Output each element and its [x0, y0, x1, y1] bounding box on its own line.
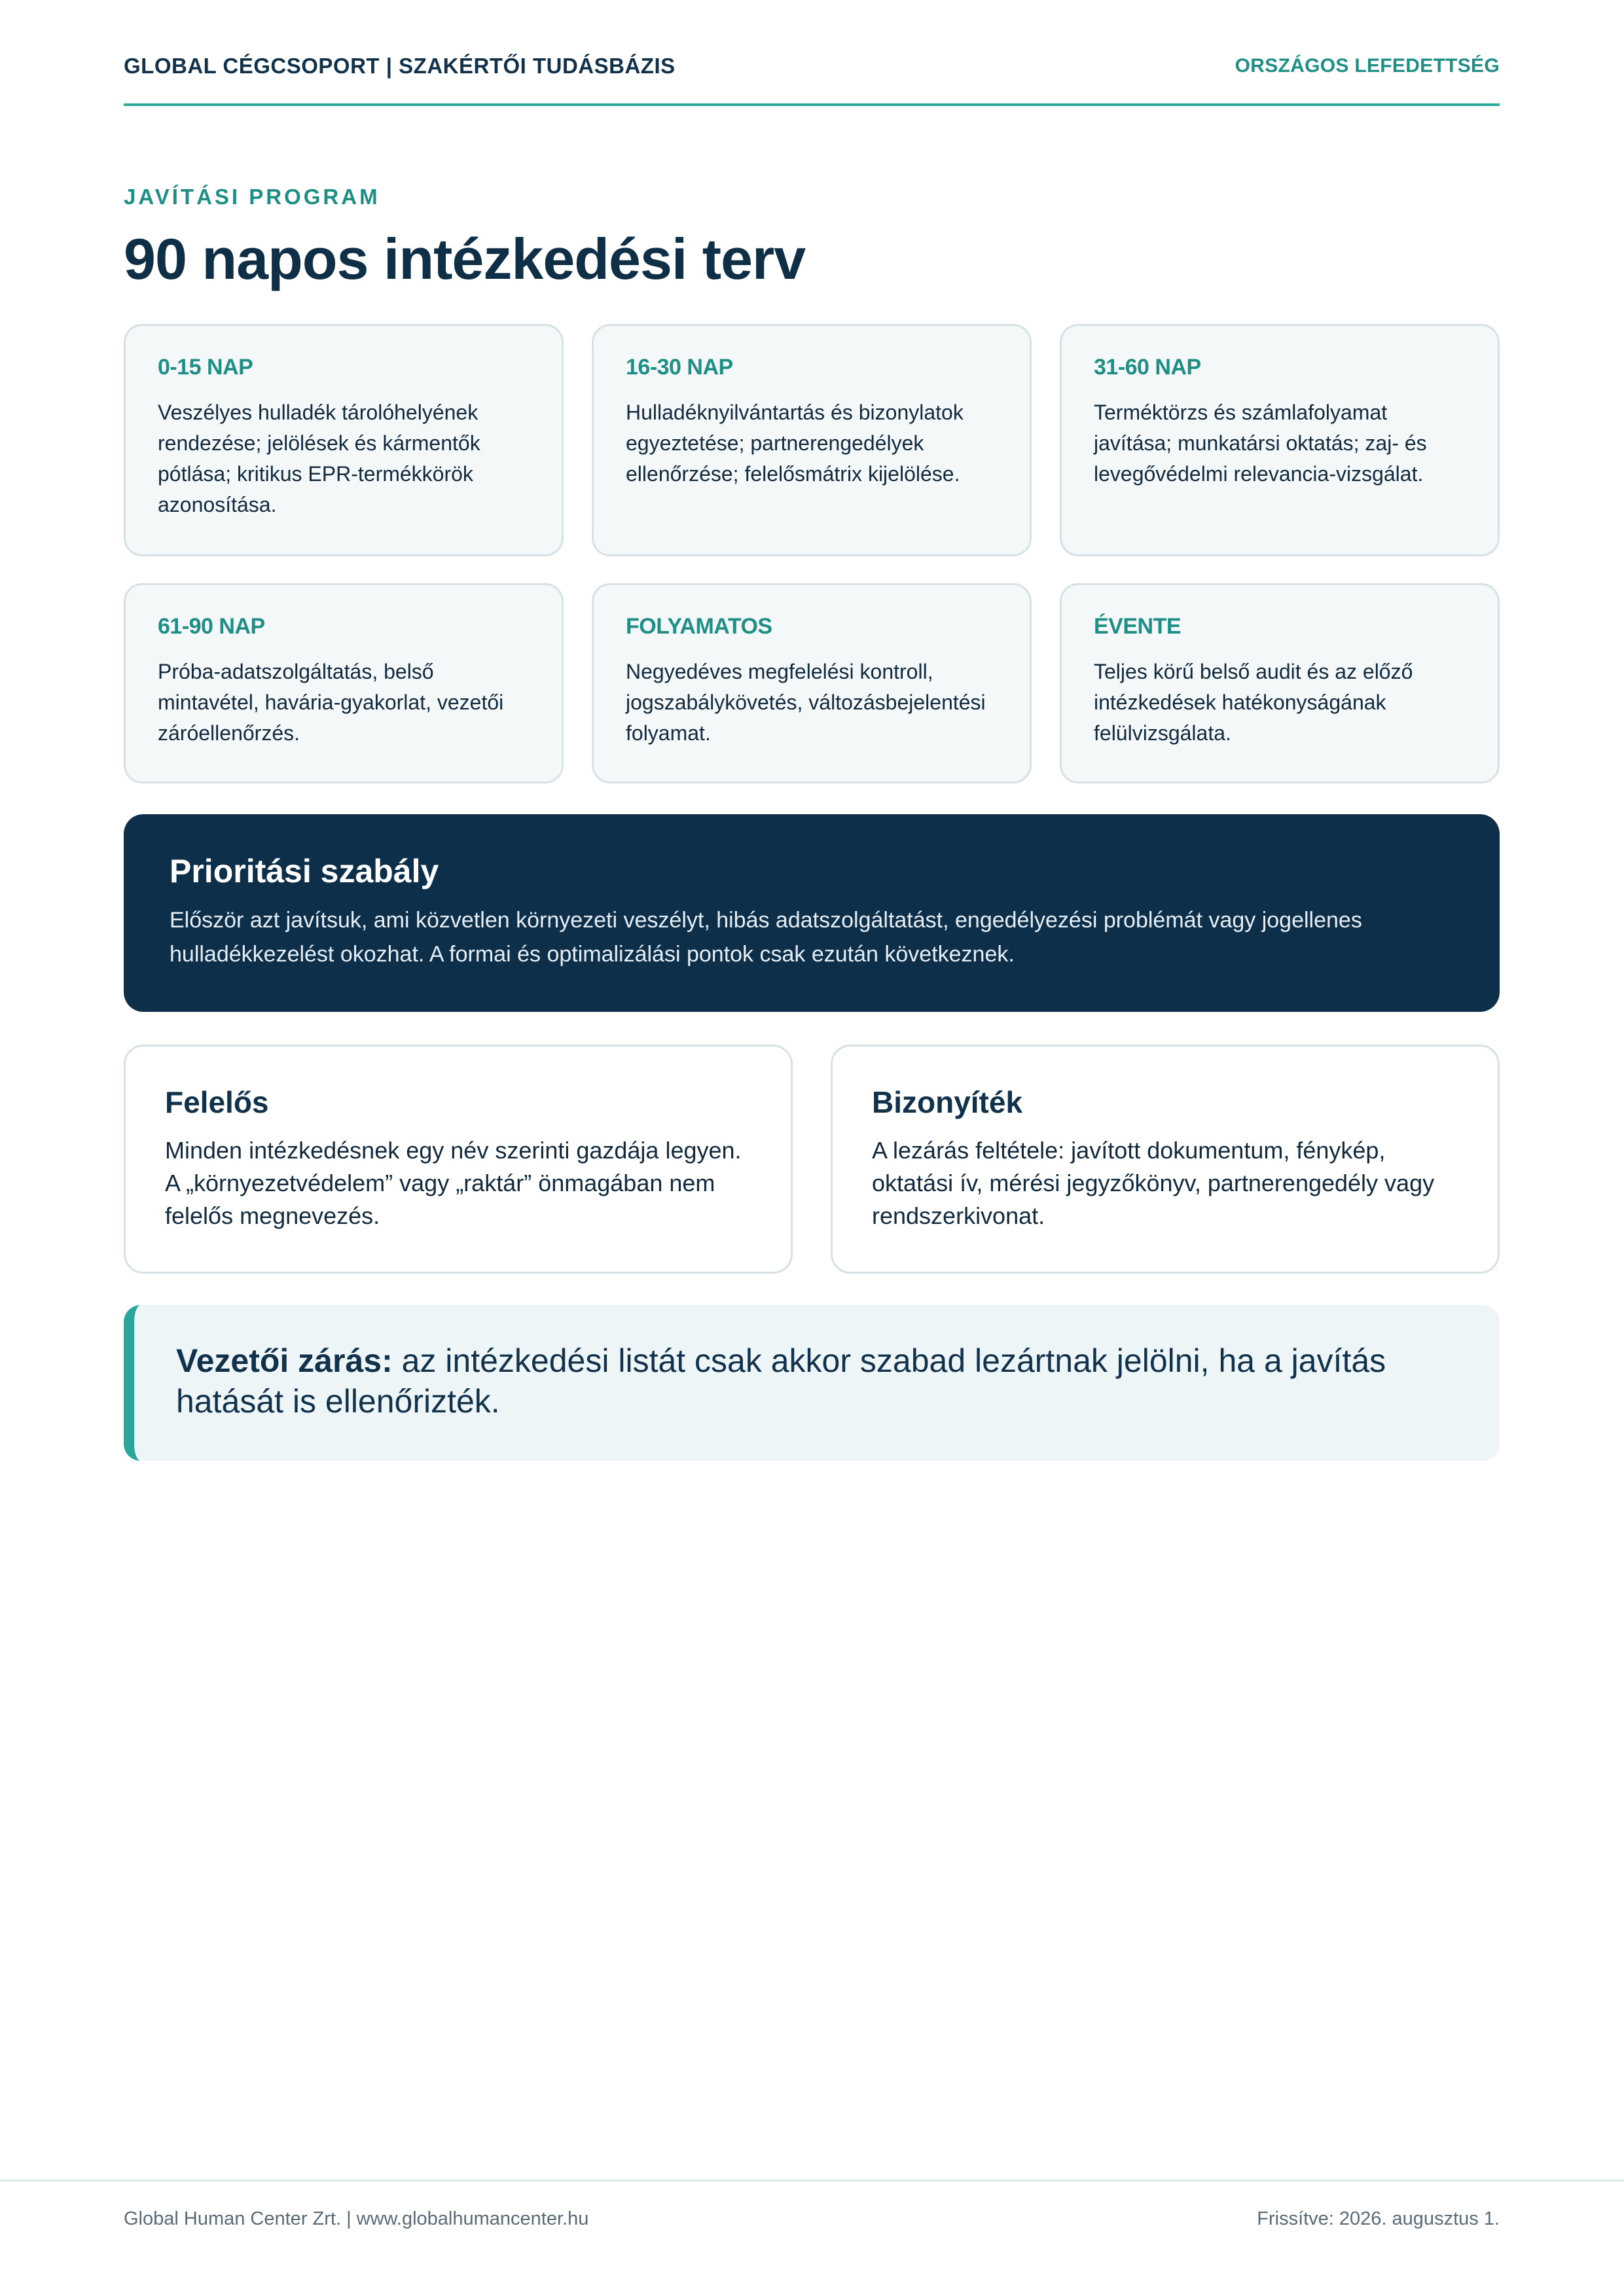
- priority-rule-box: [124, 814, 1500, 1012]
- footer-updated: Frissítve: 2026. augusztus 1.: [1257, 2208, 1500, 2229]
- evidence-card: [831, 1045, 1500, 1274]
- phase-card-31-60: [1060, 324, 1500, 556]
- phase-text: Próba-adatszolgáltatás, belső mintavétel, havária-gyakorlat, vezetői záróellenőrzés.: [158, 660, 504, 745]
- phase-label: 16-30 NAP: [626, 355, 733, 380]
- closing-text: az intézkedési listát csak akkor szabad lezártnak jelölni, ha a javítás hatását is ellenőrizték.: [176, 1342, 1386, 1420]
- brand-title: GLOBAL CÉGCSOPORT | SZAKÉRTŐI TUDÁSBÁZIS: [124, 54, 676, 78]
- page-title: 90 napos intézkedési terv: [124, 226, 806, 291]
- phase-card-continuous: [592, 583, 1032, 783]
- phase-card-61-90: [124, 583, 564, 783]
- phase-text: Terméktörzs és számlafolyamat javítása; munkatársi oktatás; zaj- és levegővédelmi relevancia-vizsgálat.: [1094, 401, 1427, 486]
- phase-label: ÉVENTE: [1094, 614, 1182, 639]
- footer-divider: [0, 2179, 1624, 2181]
- owner-text: Minden intézkedésnek egy név szerinti gazdája legyen. A „környezetvédelem” vagy „raktár” önmagában nem felelős megnevezés.: [165, 1137, 742, 1229]
- phase-label: 0-15 NAP: [158, 355, 253, 380]
- owner-title: Felelős: [165, 1085, 269, 1119]
- evidence-title: Bizonyíték: [872, 1085, 1023, 1119]
- phase-card-yearly: [1060, 583, 1500, 783]
- coverage-label: ORSZÁGOS LEFEDETTSÉG: [1235, 55, 1500, 77]
- phase-label: 61-90 NAP: [158, 614, 265, 639]
- owner-card: [124, 1045, 793, 1274]
- phase-label: 31-60 NAP: [1094, 355, 1201, 380]
- phase-card-0-15: [124, 324, 564, 556]
- closing-lead: Vezetői zárás:: [176, 1342, 393, 1379]
- page-header: [124, 52, 1500, 106]
- phase-label: FOLYAMATOS: [626, 614, 772, 639]
- closing-note: [124, 1305, 1500, 1461]
- phase-card-16-30: [592, 324, 1032, 556]
- evidence-text: A lezárás feltétele: javított dokumentum, fénykép, oktatási ív, mérési jegyzőkönyv, partnerengedély vagy rendszerkivonat.: [872, 1137, 1435, 1229]
- priority-title: Prioritási szabály: [170, 853, 439, 889]
- phase-text: Veszélyes hulladék tárolóhelyének rendezése; jelölések és kármentők pótlása; kritikus EPR-termékkörök azonosítása.: [158, 401, 480, 516]
- priority-text: Először azt javítsuk, ami közvetlen környezeti veszélyt, hibás adatszolgáltatást, engedélyezési problémát vagy jogellenes hulladékkezelést okozhat. A formai és optimalizálási pontok csak ezután következnek.: [170, 908, 1362, 967]
- section-eyebrow: JAVÍTÁSI PROGRAM: [124, 185, 380, 209]
- phase-text: Teljes körű belső audit és az előző intézkedések hatékonyságának felülvizsgálata.: [1094, 660, 1413, 745]
- phase-text: Negyedéves megfelelési kontroll, jogszabálykövetés, változásbejelentési folyamat.: [626, 660, 986, 745]
- footer-company: Global Human Center Zrt. | www.globalhumancenter.hu: [124, 2208, 589, 2229]
- phase-text: Hulladéknyilvántartás és bizonylatok egyeztetése; partnerengedélyek ellenőrzése; felelősmátrix kijelölése.: [626, 401, 964, 486]
